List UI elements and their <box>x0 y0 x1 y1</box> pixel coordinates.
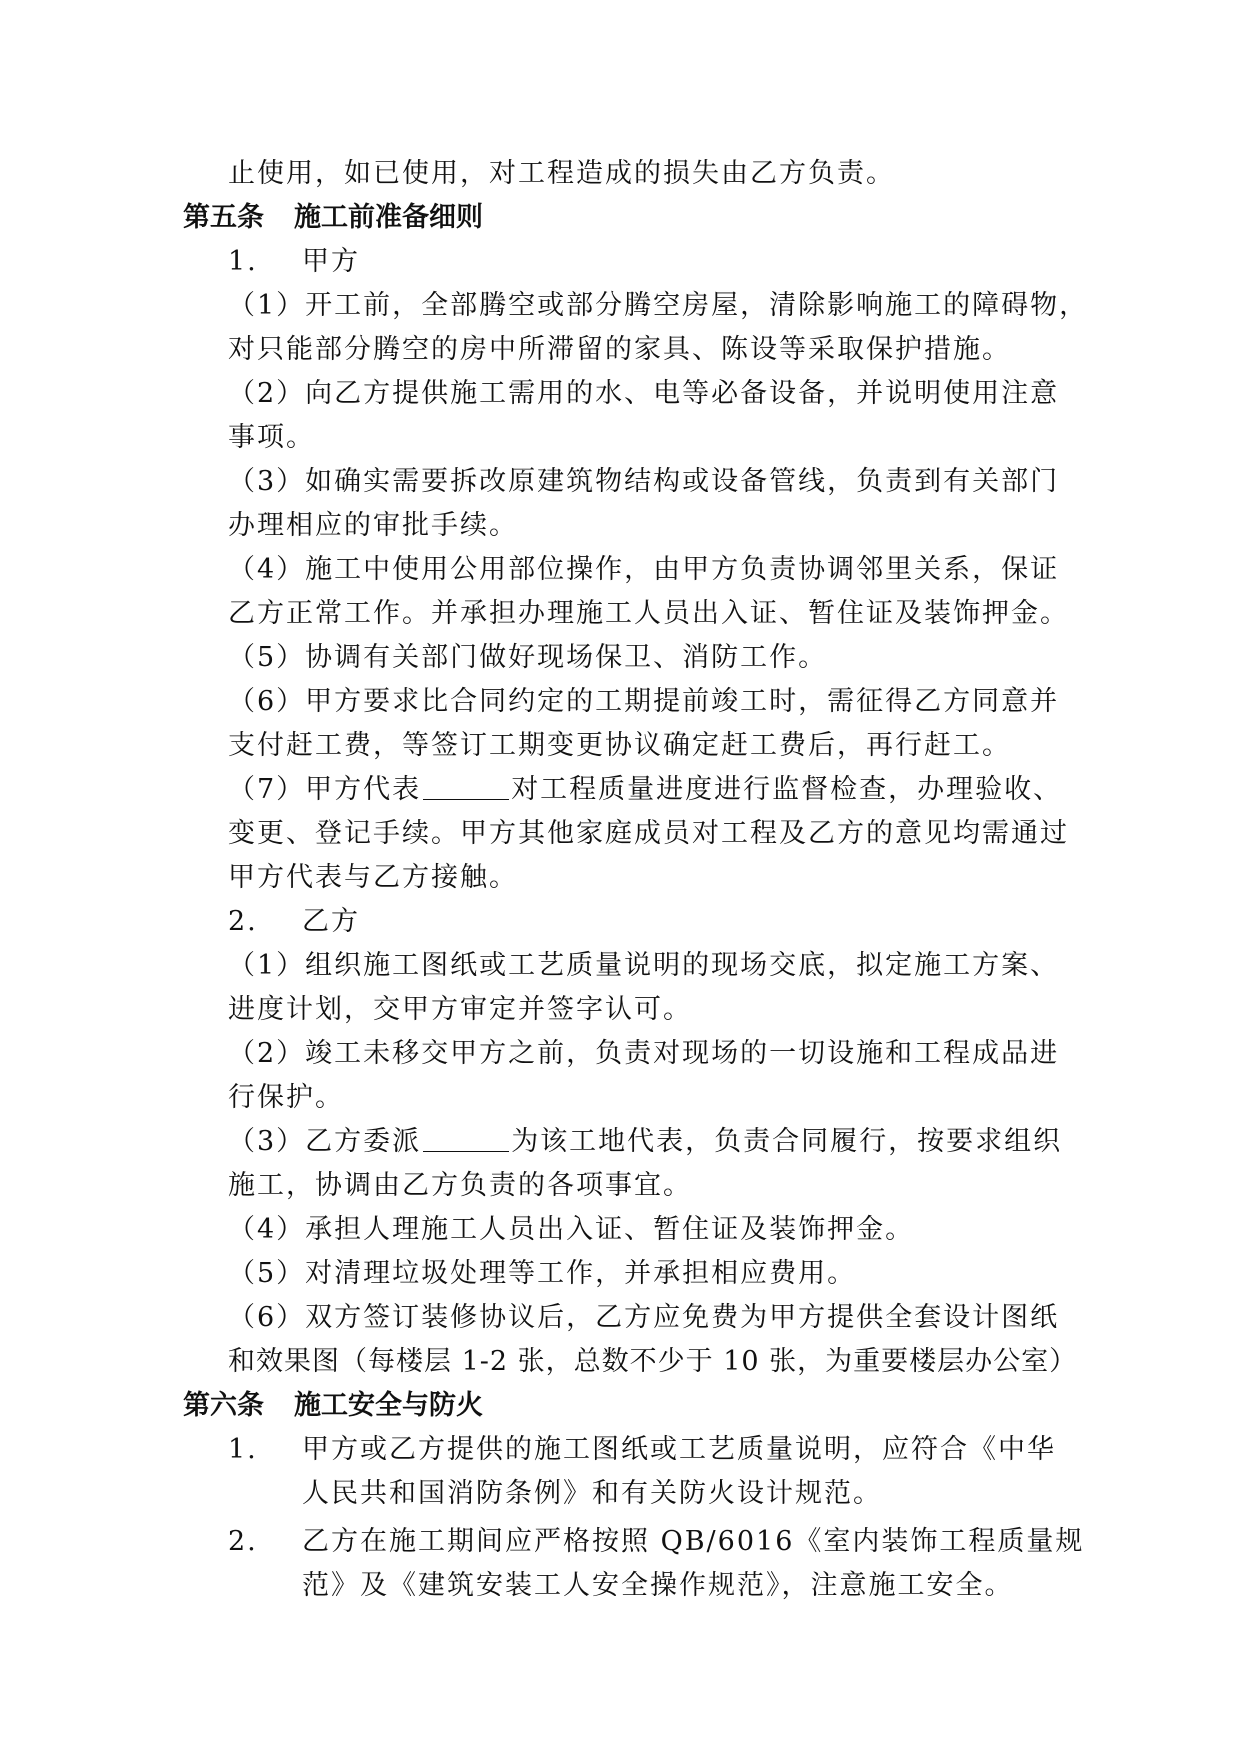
party-a-item-7-line-1 <box>228 768 1068 812</box>
party-a-item-6-line-1: （6）甲方要求比合同约定的工期提前竣工时，需征得乙方同意并 <box>228 686 1060 717</box>
article-6-title: 施工安全与防火 <box>294 1390 483 1421</box>
party-b-item-6-line-1: （6）双方签订装修协议后，乙方应免费为甲方提供全套设计图纸 <box>228 1302 1060 1333</box>
party-a-item-4-line-1: （4）施工中使用公用部位操作，由甲方负责协调邻里关系，保证 <box>228 554 1060 585</box>
party-b-item-4: （4）承担人理施工人员出入证、暂住证及装饰押金。 <box>228 1214 915 1245</box>
article-6-item-1-line-1 <box>228 1428 1068 1472</box>
continuation-line: 止使用，如已使用，对工程造成的损失由乙方负责。 <box>228 158 895 189</box>
article-6-item-1-line-2: 人民共和国消防条例》和有关防火设计规范。 <box>302 1478 882 1509</box>
party-a-item-2-line-1: （2）向乙方提供施工需用的水、电等必备设备，并说明使用注意 <box>228 378 1060 409</box>
article-6-item-2-number: 2. <box>228 1526 258 1557</box>
article-5-heading <box>183 196 483 240</box>
party-b-item-2-line-2: 行保护。 <box>228 1082 344 1113</box>
party-b-item-2-line-1: （2）竣工未移交甲方之前，负责对现场的一切设施和工程成品进 <box>228 1038 1060 1069</box>
party-a-heading <box>228 240 1068 284</box>
party-b-item-3-line-2: 施工，协调由乙方负责的各项事宜。 <box>228 1170 692 1201</box>
party-b-item-3-suffix: 为该工地代表，负责合同履行，按要求组织 <box>511 1126 1063 1157</box>
party-a-item-7-suffix: 对工程质量进度进行监督检查，办理验收、 <box>511 774 1063 805</box>
party-b-item-5: （5）对清理垃圾处理等工作，并承担相应费用。 <box>228 1258 857 1289</box>
party-a-item-7-line-2: 变更、登记手续。甲方其他家庭成员对工程及乙方的意见均需通过 <box>228 818 1069 849</box>
party-b-item-3-line-1 <box>228 1120 1068 1164</box>
party-a-item-7-prefix: （7）甲方代表 <box>228 774 422 805</box>
party-b-item-3-prefix: （3）乙方委派 <box>228 1126 422 1157</box>
party-a-item-1-line-2: 对只能部分腾空的房中所滞留的家具、陈设等采取保护措施。 <box>228 334 1011 365</box>
party-b-item-6-line-2: 和效果图（每楼层 1-2 张，总数不少于 10 张，为重要楼层办公室） <box>228 1346 1078 1377</box>
party-a-item-4-line-2: 乙方正常工作。并承担办理施工人员出入证、暂住证及装饰押金。 <box>228 598 1069 629</box>
party-a-number: 1. <box>228 246 258 277</box>
article-5-title: 施工前准备细则 <box>294 202 483 233</box>
party-a-item-2-line-2: 事项。 <box>228 422 315 453</box>
party-a-label: 甲方 <box>302 246 360 277</box>
party-b-number: 2. <box>228 906 258 937</box>
article-6-item-2-line-1 <box>228 1520 1085 1564</box>
party-b-heading <box>228 900 1068 944</box>
article-6-heading <box>183 1384 483 1428</box>
article-6-item-2-text: 乙方在施工期间应严格按照 QB/6016《室内装饰工程质量规 <box>302 1526 1085 1557</box>
party-a-item-3-line-2: 办理相应的审批手续。 <box>228 510 518 541</box>
site-representative-blank-field[interactable] <box>423 1121 509 1152</box>
party-b-item-1-line-1: （1）组织施工图纸或工艺质量说明的现场交底，拟定施工方案、 <box>228 950 1060 981</box>
party-b-item-1-line-2: 进度计划，交甲方审定并签字认可。 <box>228 994 692 1025</box>
article-6-item-1-number: 1. <box>228 1434 258 1465</box>
party-a-item-6-line-2: 支付赶工费，等签订工期变更协议确定赶工费后，再行赶工。 <box>228 730 1011 761</box>
party-b-label: 乙方 <box>302 906 360 937</box>
article-6-item-2-line-2: 范》及《建筑安装工人安全操作规范》，注意施工安全。 <box>302 1570 1014 1601</box>
article-6-item-1-text: 甲方或乙方提供的施工图纸或工艺质量说明，应符合《中华 <box>302 1434 1056 1465</box>
party-a-item-3-line-1: （3）如确实需要拆改原建筑物结构或设备管线，负责到有关部门 <box>228 466 1060 497</box>
representative-blank-field[interactable] <box>423 769 509 800</box>
party-a-item-1-line-1: （1）开工前，全部腾空或部分腾空房屋，清除影响施工的障碍物， <box>228 290 1089 321</box>
party-a-item-7-line-3: 甲方代表与乙方接触。 <box>228 862 518 893</box>
article-6-number: 第六条 <box>183 1390 264 1421</box>
article-5-number: 第五条 <box>183 202 264 233</box>
party-a-item-5: （5）协调有关部门做好现场保卫、消防工作。 <box>228 642 828 673</box>
